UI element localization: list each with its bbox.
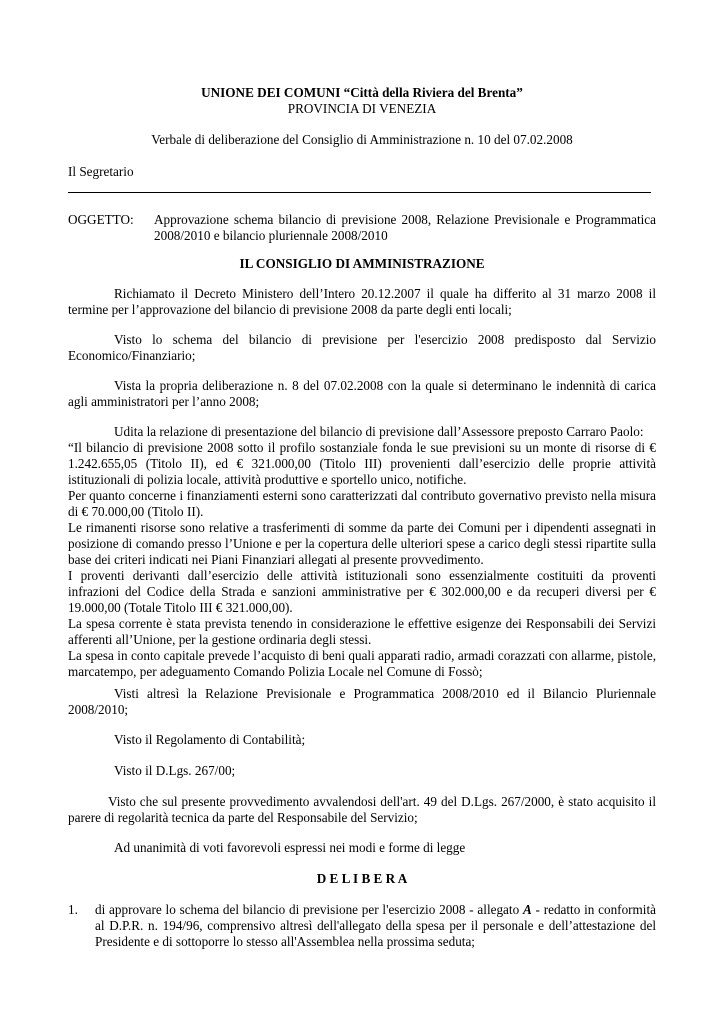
paragraph-visto-schema [68, 332, 656, 364]
allegato-letter: A [522, 902, 532, 917]
paragraph-text: “Il bilancio di previsione 2008 sotto il profilo sostanziale fonda le sue previsioni su un monte di risorse di € 1.242.655,05 (Titolo II), ed € 321.000,00 (Titolo III) provenienti dall’esercizio delle proprie attività istituzionali di polizia locale, attività produttive e sportello unico, notifiche. [68, 440, 656, 487]
verbale-line: Verbale di deliberazione del Consiglio di Amministrazione n. 10 del 07.02.2008 [151, 132, 573, 147]
paragraph-text: Per quanto concerne i finanziamenti esterni sono caratterizzati dal contributo governativo previsto nella misura di € 70.000,00 (Titolo II). [68, 488, 656, 519]
paragraph-text: Ad unanimità di voti favorevoli espressi nei modi e forme di legge [114, 840, 466, 855]
oggetto-text: Approvazione schema bilancio di previsione 2008, Relazione Previsionale e Programmatica 2008/2010 e bilancio pluriennale 2008/2010 [154, 212, 656, 243]
paragraph-text: Visto il D.Lgs. 267/00; [114, 763, 236, 778]
list-text-part: di approvare lo schema del bilancio di previsione per l'esercizio 2008 - allegato [95, 902, 523, 917]
paragraph-richiamato [68, 286, 656, 318]
list-item-text [95, 902, 656, 950]
paragraph-text: I proventi derivanti dall’esercizio delle attività istituzionali sono essenzialmente costituiti da proventi infrazioni del Codice della Strada e sanzioni amministrative per € 302.000,00 e da recuperi diversi per € 19.000,00 (Totale Titolo III € 321.000,00). [68, 568, 656, 615]
paragraph-visti-relazione [68, 686, 656, 718]
paragraph-text: Le rimanenti risorse sono relative a trasferimenti di somme da parte dei Comuni per i dipendenti assegnati in posizione di comando presso l’Unione e per la copertura delle ulteriori spese a carico degli stessi ripartite sulla base dei criteri indicati nei Piani Finanziari allegati al presente provvedimento. [68, 520, 656, 567]
oggetto-label: OGGETTO: [68, 212, 134, 227]
paragraph-relazione [68, 424, 656, 680]
paragraph-text: Visti altresì la Relazione Previsionale e Programmatica 2008/2010 ed il Bilancio Pluriennale 2008/2010; [68, 686, 656, 717]
paragraph-text: Visto il Regolamento di Contabilità; [114, 732, 306, 747]
horizontal-rule [68, 192, 651, 193]
list-text-part: - redatto in conformità al D.P.R. n. 194/96, comprensivo altresì dell'allegato della spesa per il personale e dell’attestazione del Presidente e di sottoporre lo stesso all'Assemblea nella prossima seduta; [95, 902, 656, 949]
paragraph-vista-deliberazione [68, 378, 656, 410]
council-heading: IL CONSIGLIO DI AMMINISTRAZIONE [239, 256, 485, 271]
paragraph-text: Richiamato il Decreto Ministero dell’Intero 20.12.2007 il quale ha differito al 31 marzo 2008 il termine per l’approvazione del bilancio di previsione 2008 da parte degli enti locali; [68, 286, 656, 317]
union-title: UNIONE DEI COMUNI “Città della Riviera del Brenta” [201, 85, 523, 100]
paragraph-text: La spesa in conto capitale prevede l’acquisto di beni quali apparati radio, armadi corazzati con allarme, pistole, marcatempo, per adeguamento Comando Polizia Locale nel Comune di Fossò; [68, 648, 656, 679]
paragraph-text: Visto lo schema del bilancio di previsione per l'esercizio 2008 predisposto dal Servizio Economico/Finanziario; [68, 332, 656, 363]
delibera-heading: D E L I B E R A [316, 871, 408, 886]
paragraph-parere [68, 794, 656, 826]
segretario-label: Il Segretario [68, 164, 134, 179]
list-item-number: 1. [68, 902, 78, 917]
paragraph-unanimita [68, 840, 656, 856]
paragraph-text: Vista la propria deliberazione n. 8 del 07.02.2008 con la quale si determinano le indennità di carica agli amministratori per l’anno 2008; [68, 378, 656, 409]
paragraph-text: Udita la relazione di presentazione del bilancio di previsione dall’Assessore preposto Carraro Paolo: [114, 424, 644, 439]
province-title: PROVINCIA DI VENEZIA [287, 101, 437, 116]
paragraph-text: Visto che sul presente provvedimento avvalendosi dell'art. 49 del D.Lgs. 267/2000, è stato acquisito il parere di regolarità tecnica da parte del Responsabile del Servizio; [68, 794, 656, 825]
paragraph-regolamento [68, 732, 656, 748]
paragraph-text: La spesa corrente è stata prevista tenendo in considerazione le effettive esigenze dei Responsabili dei Servizi afferenti all’Unione, per la gestione ordinaria degli stessi. [68, 616, 656, 647]
paragraph-dlgs [68, 763, 656, 779]
